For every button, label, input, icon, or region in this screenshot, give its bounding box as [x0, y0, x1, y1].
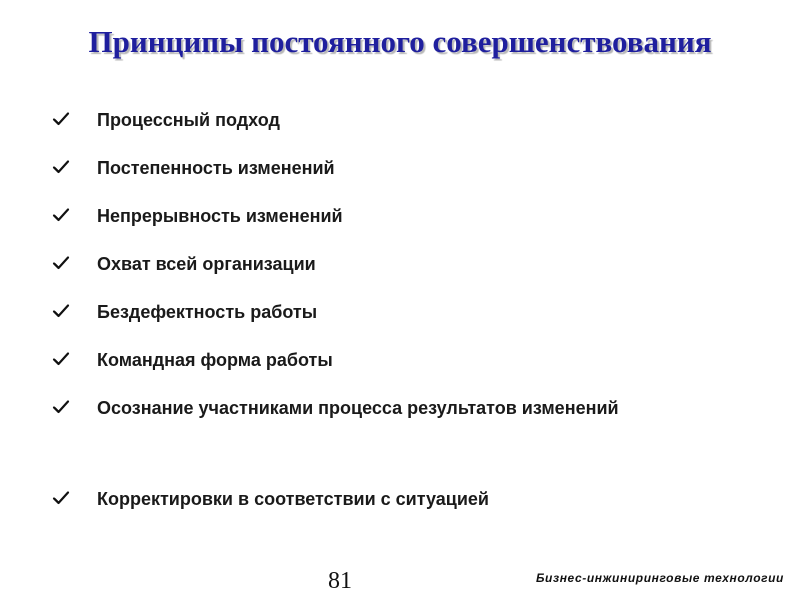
bullet-item [0, 485, 800, 515]
bullet-text: Охват всей организации [97, 254, 316, 274]
check-icon [52, 302, 70, 320]
bullet-text: Корректировки в соответствии с ситуацией [97, 489, 489, 509]
bullet-item [0, 154, 800, 184]
bullet-item [0, 346, 800, 376]
bullet-item [0, 394, 800, 424]
check-icon [52, 398, 70, 416]
bullet-text: Командная форма работы [97, 350, 333, 370]
bullet-text: Постепенность изменений [97, 158, 335, 178]
bullet-text: Осознание участниками процесса результатов изменений [97, 398, 619, 418]
bullet-item [0, 298, 800, 328]
check-icon [52, 254, 70, 272]
check-icon [52, 350, 70, 368]
bullet-item [0, 106, 800, 136]
bullet-text: Процессный подход [97, 110, 280, 130]
page-number: 81 [328, 568, 352, 594]
bullet-text: Непрерывность изменений [97, 206, 343, 226]
slide-title: Принципы постоянного совершенствования [88, 24, 712, 59]
bullet-item [0, 250, 800, 280]
check-icon [52, 158, 70, 176]
check-icon [52, 110, 70, 128]
bullet-item [0, 202, 800, 232]
bullet-text: Бездефектность работы [97, 302, 318, 322]
footer-brand: Бизнес-инжиниринговые технологии [535, 571, 784, 585]
check-icon [52, 489, 70, 507]
check-icon [52, 206, 70, 224]
